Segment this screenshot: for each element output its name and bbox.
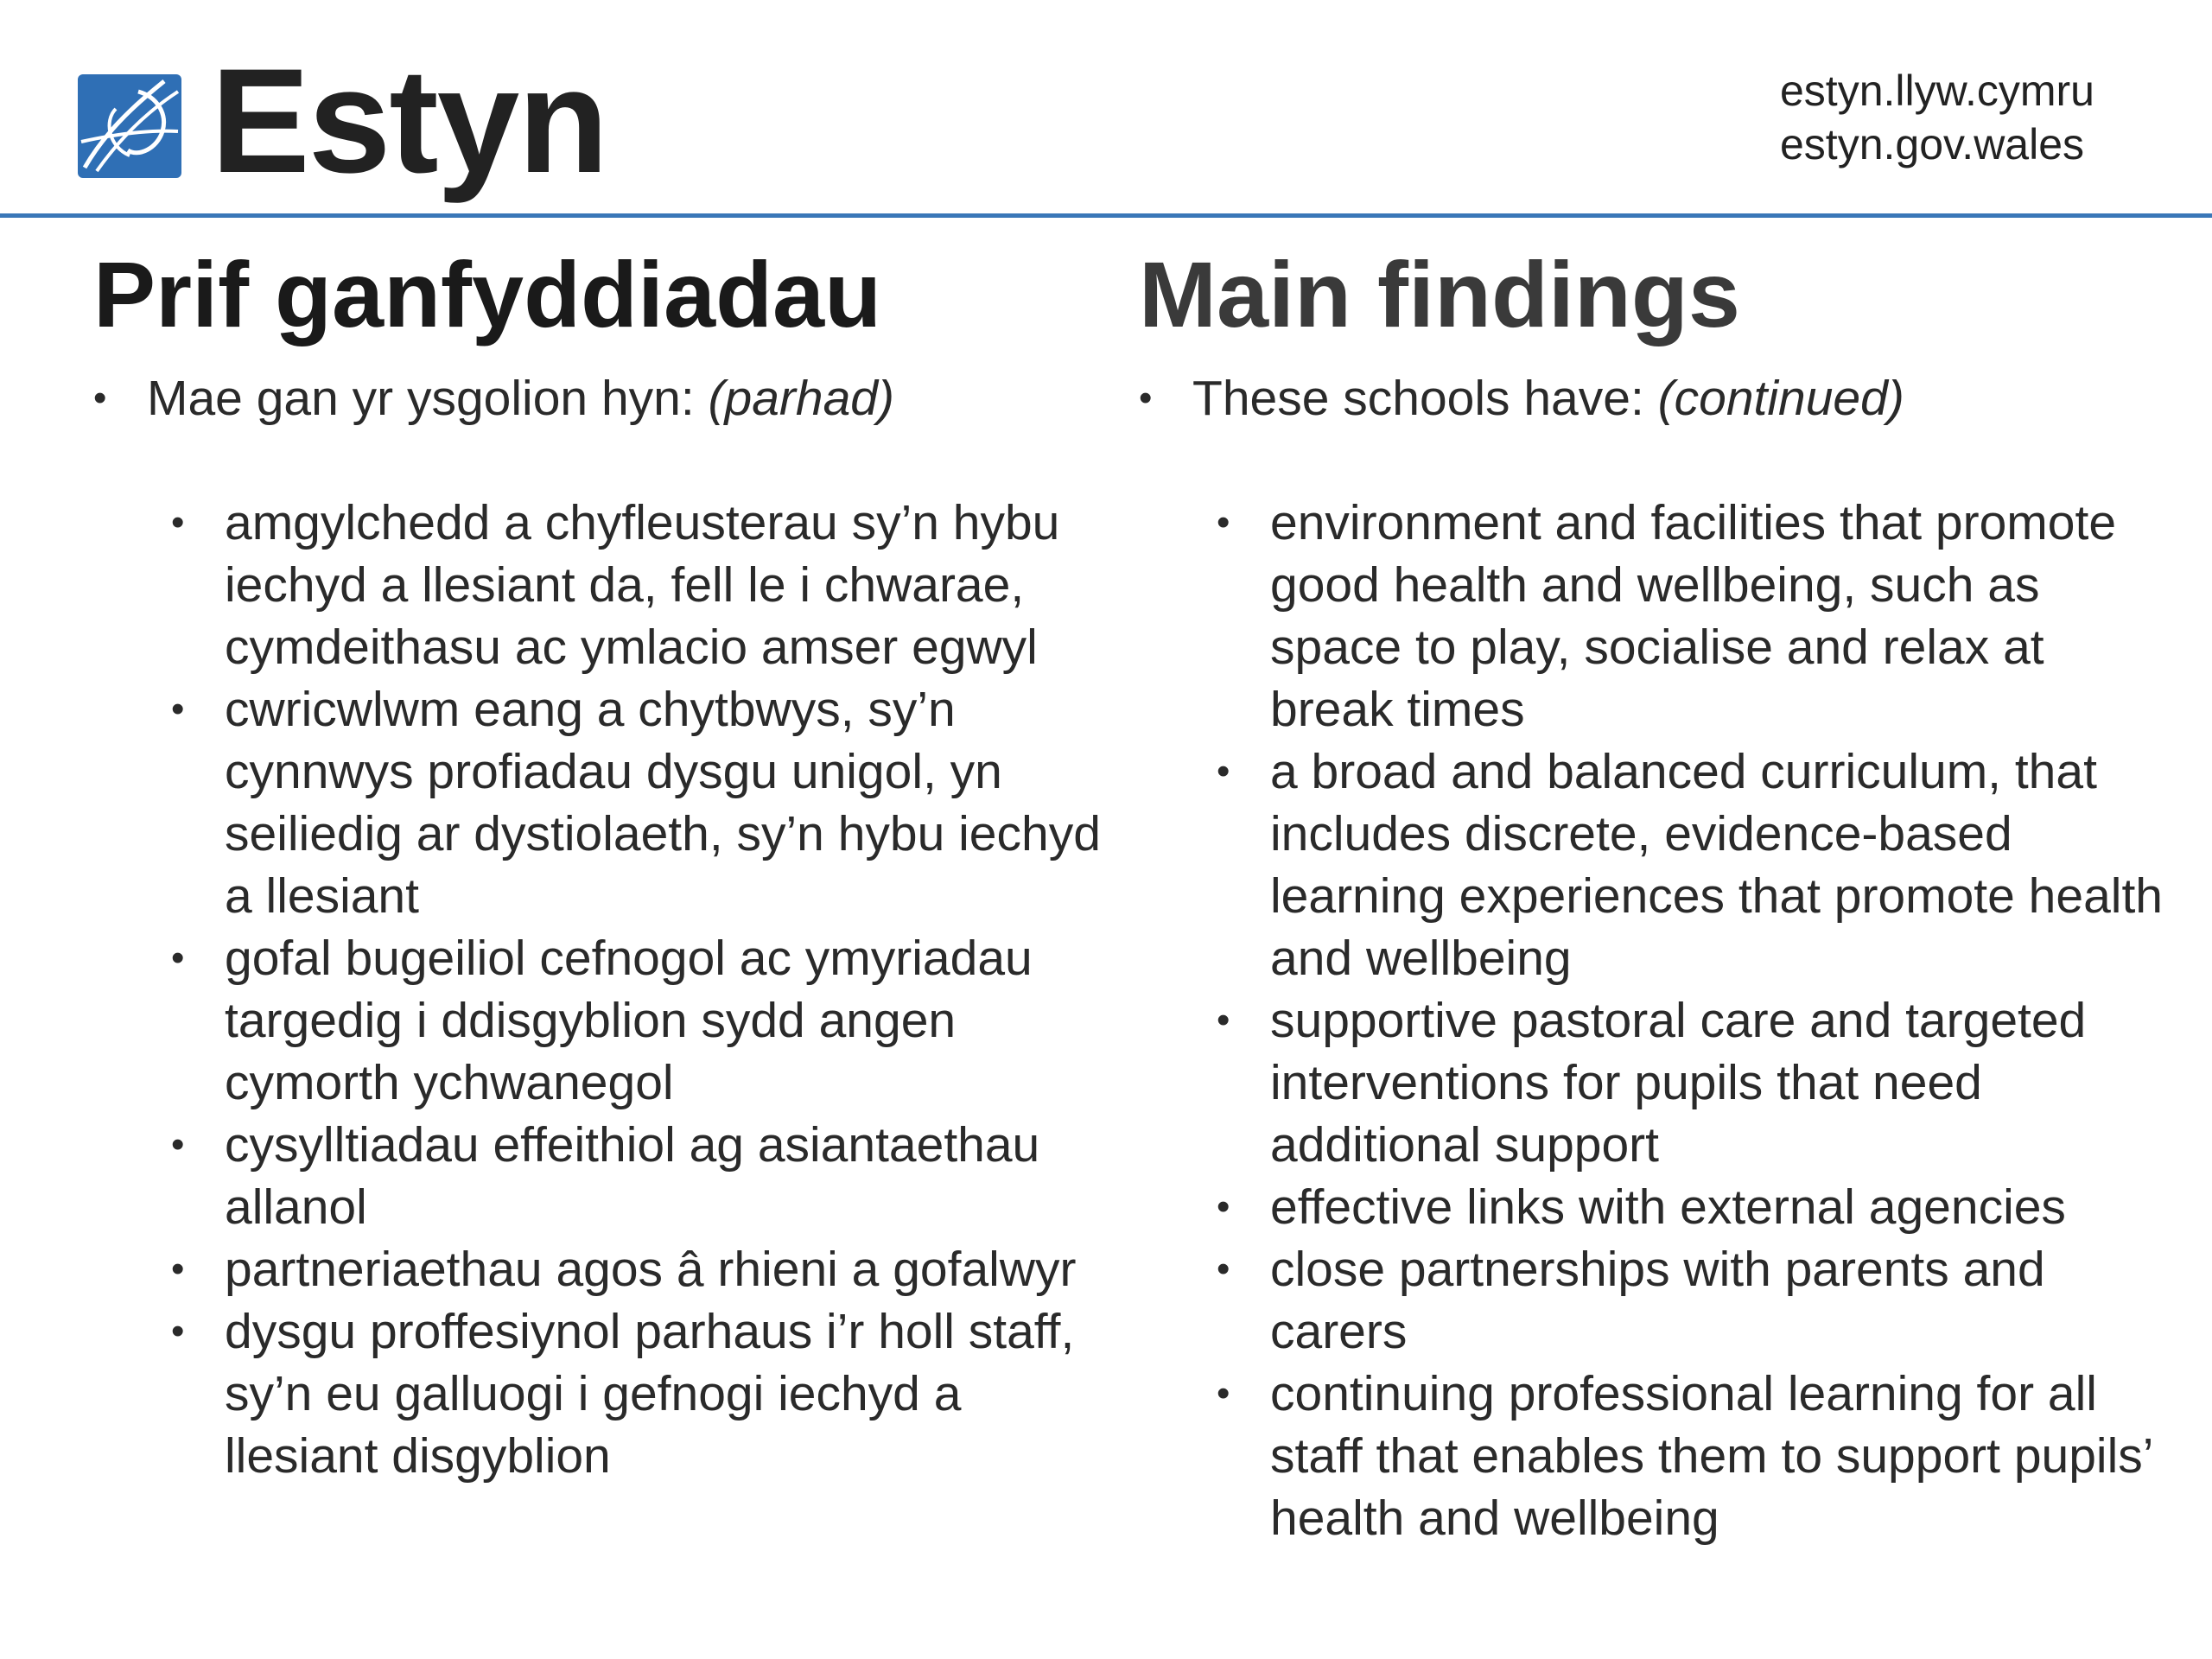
logo-wordmark: Estyn xyxy=(211,38,607,204)
welsh-lead xyxy=(93,367,1113,429)
list-item-text: partneriaethau agos â rhieni a gofalwyr xyxy=(225,1242,1077,1297)
list-item-text: effective links with external agencies xyxy=(1270,1179,2066,1235)
list-item xyxy=(171,1114,1113,1238)
welsh-lead-text: Mae gan yr ysgolion hyn: xyxy=(147,371,695,426)
list-item-text: continuing professional learning for all staff that enables them to support pupils’ health and wellbeing xyxy=(1270,1366,2152,1546)
list-item xyxy=(1217,1238,2176,1363)
list-item-text: cysylltiadau effeithiol ag asiantaethau allanol xyxy=(225,1117,1040,1235)
english-findings-list xyxy=(1139,492,2176,1549)
bullet-icon: • xyxy=(171,1123,185,1166)
website-urls xyxy=(1780,64,2094,171)
estyn-logo-icon xyxy=(78,74,181,178)
welsh-findings-list xyxy=(93,492,1113,1487)
header xyxy=(0,0,2212,214)
list-item xyxy=(1217,1363,2176,1549)
bullet-icon: • xyxy=(93,377,107,419)
list-item-text: dysgu proffesiynol parhaus i’r holl staff, sy’n eu galluogi i gefnogi iechyd a llesiant disgyblion xyxy=(225,1304,1075,1484)
header-divider xyxy=(0,213,2212,218)
bullet-icon: • xyxy=(171,1248,185,1290)
bullet-icon: • xyxy=(1217,999,1230,1041)
list-item-text: supportive pastoral care and targeted interventions for pupils that need additional support xyxy=(1270,993,2087,1173)
list-item-text: cwricwlwm eang a chytbwys, sy’n cynnwys profiadau dysgu unigol, yn seiliedig ar dystiolaeth, sy’n hybu iechyd a llesiant xyxy=(225,682,1101,924)
list-item-text: a broad and balanced curriculum, that includes discrete, evidence-based learning experiences that promote health and wellbeing xyxy=(1270,744,2163,986)
list-item xyxy=(171,1300,1113,1487)
list-item xyxy=(171,492,1113,678)
list-item xyxy=(1217,492,2176,741)
estyn-logo[interactable] xyxy=(78,38,607,204)
bullet-icon: • xyxy=(1139,377,1153,419)
english-column xyxy=(1139,242,2176,1549)
english-lead-text: These schools have: xyxy=(1192,371,1644,426)
bullet-icon: • xyxy=(1217,750,1230,792)
list-item xyxy=(1217,741,2176,989)
welsh-title: Prif ganfyddiadau xyxy=(93,242,882,346)
list-item xyxy=(171,1238,1113,1300)
bullet-icon: • xyxy=(1217,1185,1230,1228)
welsh-lead-suffix: (parhad) xyxy=(708,371,894,426)
bullet-icon: • xyxy=(171,1310,185,1352)
english-title: Main findings xyxy=(1139,242,1740,346)
bullet-icon: • xyxy=(171,937,185,979)
list-item xyxy=(1217,989,2176,1176)
list-item-text: gofal bugeiliol cefnogol ac ymyriadau targedig i ddisgyblion sydd angen cymorth ychwanegol xyxy=(225,931,1033,1110)
list-item xyxy=(1217,1176,2176,1238)
english-lead-suffix: (continued) xyxy=(1657,371,1904,426)
list-item xyxy=(171,927,1113,1114)
bullet-icon: • xyxy=(171,688,185,730)
bullet-icon: • xyxy=(1217,501,1230,543)
url-welsh[interactable]: estyn.llyw.cymru xyxy=(1780,67,2094,115)
list-item-text: amgylchedd a chyfleusterau sy’n hybu iechyd a llesiant da, fell le i chwarae, cymdeithasu ac ymlacio amser egwyl xyxy=(225,495,1060,675)
url-english[interactable]: estyn.gov.wales xyxy=(1780,120,2085,168)
list-item xyxy=(171,678,1113,927)
bullet-icon: • xyxy=(1217,1248,1230,1290)
bullet-icon: • xyxy=(171,501,185,543)
list-item-text: close partnerships with parents and carers xyxy=(1270,1242,2045,1359)
list-item-text: environment and facilities that promote good health and wellbeing, such as space to play, socialise and relax at break times xyxy=(1270,495,2117,737)
welsh-column xyxy=(93,242,1113,1487)
english-lead xyxy=(1139,367,2176,429)
bullet-icon: • xyxy=(1217,1372,1230,1414)
